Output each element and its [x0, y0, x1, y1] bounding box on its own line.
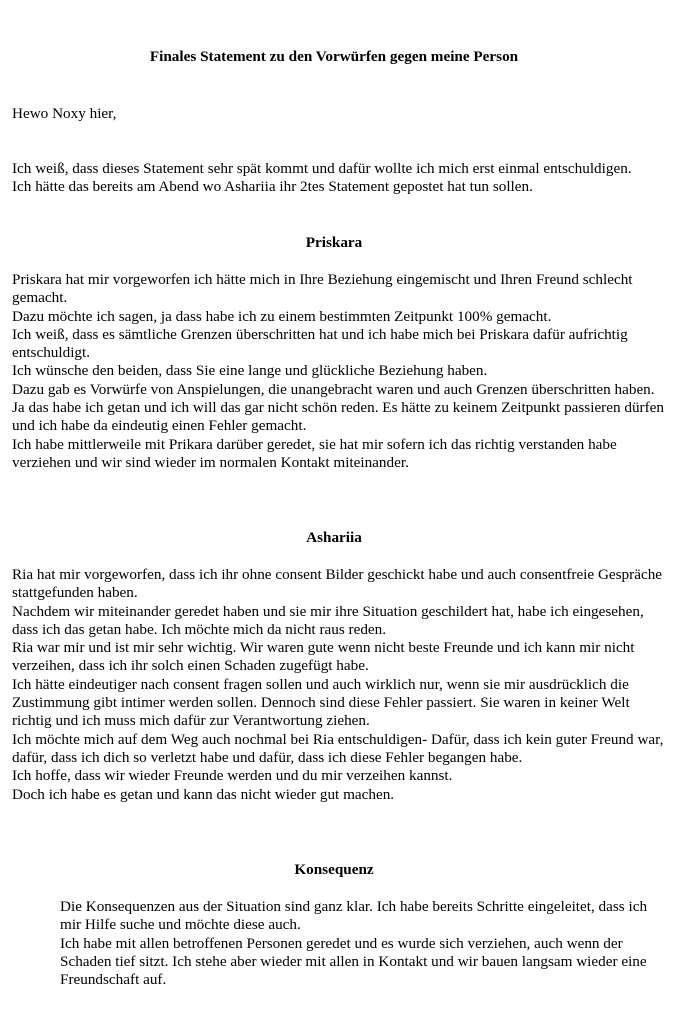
section-line: Ich habe mittlerweile mit Prikara darüber geredet, sie hat mir sofern ich das richtig verstanden habe verziehen und wir sind wieder im normalen Kontakt miteinander. — [12, 435, 617, 471]
section-heading-ashariia: Ashariia — [306, 529, 362, 546]
section-line: Ich habe mit allen betroffenen Personen geredet und es wurde sich verziehen, auch wenn der Schaden tief sitzt. Ich stehe aber wieder mit allen in Kontakt und wir bauen langsam wieder eine Freundschaft auf. — [60, 934, 647, 989]
section-line: Ich hätte eindeutiger nach consent fragen sollen und auch wirklich nur, wenn sie mir ausdrücklich die Zustimmung gibt intimer werden sollen. Dennoch sind diese Fehler passiert. Sie waren in keiner Welt richtig und ich muss mich dafür zur Verantwortung ziehen. — [12, 675, 630, 730]
document-title: Finales Statement zu den Vorwürfen gegen meine Person — [149, 48, 519, 65]
section-line: Ich hoffe, dass wir wieder Freunde werden und du mir verzeihen kannst. — [12, 767, 453, 785]
intro-line: Ich hätte das bereits am Abend wo Ashariia ihr 2tes Statement gepostet hat tun sollen. — [12, 178, 533, 196]
section-line: Ria war mir und ist mir sehr wichtig. Wir waren gute wenn nicht beste Freunde und ich kann mir nicht verzeihen, dass ich ihr solch einen Schaden zugefügt habe. — [12, 639, 635, 675]
intro-paragraph — [12, 160, 668, 197]
section-line: Die Konsequenzen aus der Situation sind ganz klar. Ich habe bereits Schritte eingeleitet, dass ich mir Hilfe suche und möchte diese auch. — [60, 898, 648, 934]
intro-line: Ich weiß, dass dieses Statement sehr spät kommt und dafür wollte ich mich erst einmal entschuldigen. — [12, 160, 632, 177]
section-body-ashariia — [12, 566, 668, 804]
section-line: Dazu gab es Vorwürfe von Anspielungen, die unangebracht waren und auch Grenzen überschritten haben. — [12, 380, 655, 398]
greeting: Hewo Noxy hier, — [12, 105, 117, 122]
section-line: Doch ich habe es getan und kann das nicht wieder gut machen. — [12, 785, 395, 803]
section-line: Ich wünsche den beiden, dass Sie eine lange und glückliche Beziehung haben. — [12, 362, 488, 380]
section-line: Ich möchte mich auf dem Weg auch nochmal bei Ria entschuldigen- Dafür, dass ich kein guter Freund war, dafür, dass ich dich so verletzt habe und dafür, dass ich diese Fehler begangen habe. — [12, 730, 664, 766]
section-heading-priskara: Priskara — [305, 234, 363, 251]
section-body-priskara — [12, 271, 668, 472]
section-line: Priskara hat mir vorgeworfen ich hätte mich in Ihre Beziehung eingemischt und Ihren Freund schlecht gemacht. — [12, 271, 633, 307]
section-heading-konsequenz: Konsequenz — [294, 861, 374, 878]
section-body-konsequenz — [60, 898, 660, 989]
section-line: Ich weiß, dass es sämtliche Grenzen überschritten hat und ich habe mich bei Priskara dafür aufrichtig entschuldigt. — [12, 325, 628, 362]
section-line: Ria hat mir vorgeworfen, dass ich ihr ohne consent Bilder geschickt habe und auch consentfreie Gespräche stattgefunden haben. — [12, 566, 663, 602]
section-line: Dazu möchte ich sagen, ja dass habe ich zu einem bestimmten Zeitpunkt 100% gemacht. — [12, 307, 552, 325]
section-line: Ja das habe ich getan und ich will das gar nicht schön reden. Es hätte zu keinem Zeitpunkt passieren dürfen und ich habe da eindeutig einen Fehler gemacht. — [12, 399, 665, 435]
section-line: Nachdem wir miteinander geredet haben und sie mir ihre Situation geschildert hat, habe ich eingesehen, dass ich das getan habe. Ich möchte mich da nicht raus reden. — [12, 602, 644, 638]
